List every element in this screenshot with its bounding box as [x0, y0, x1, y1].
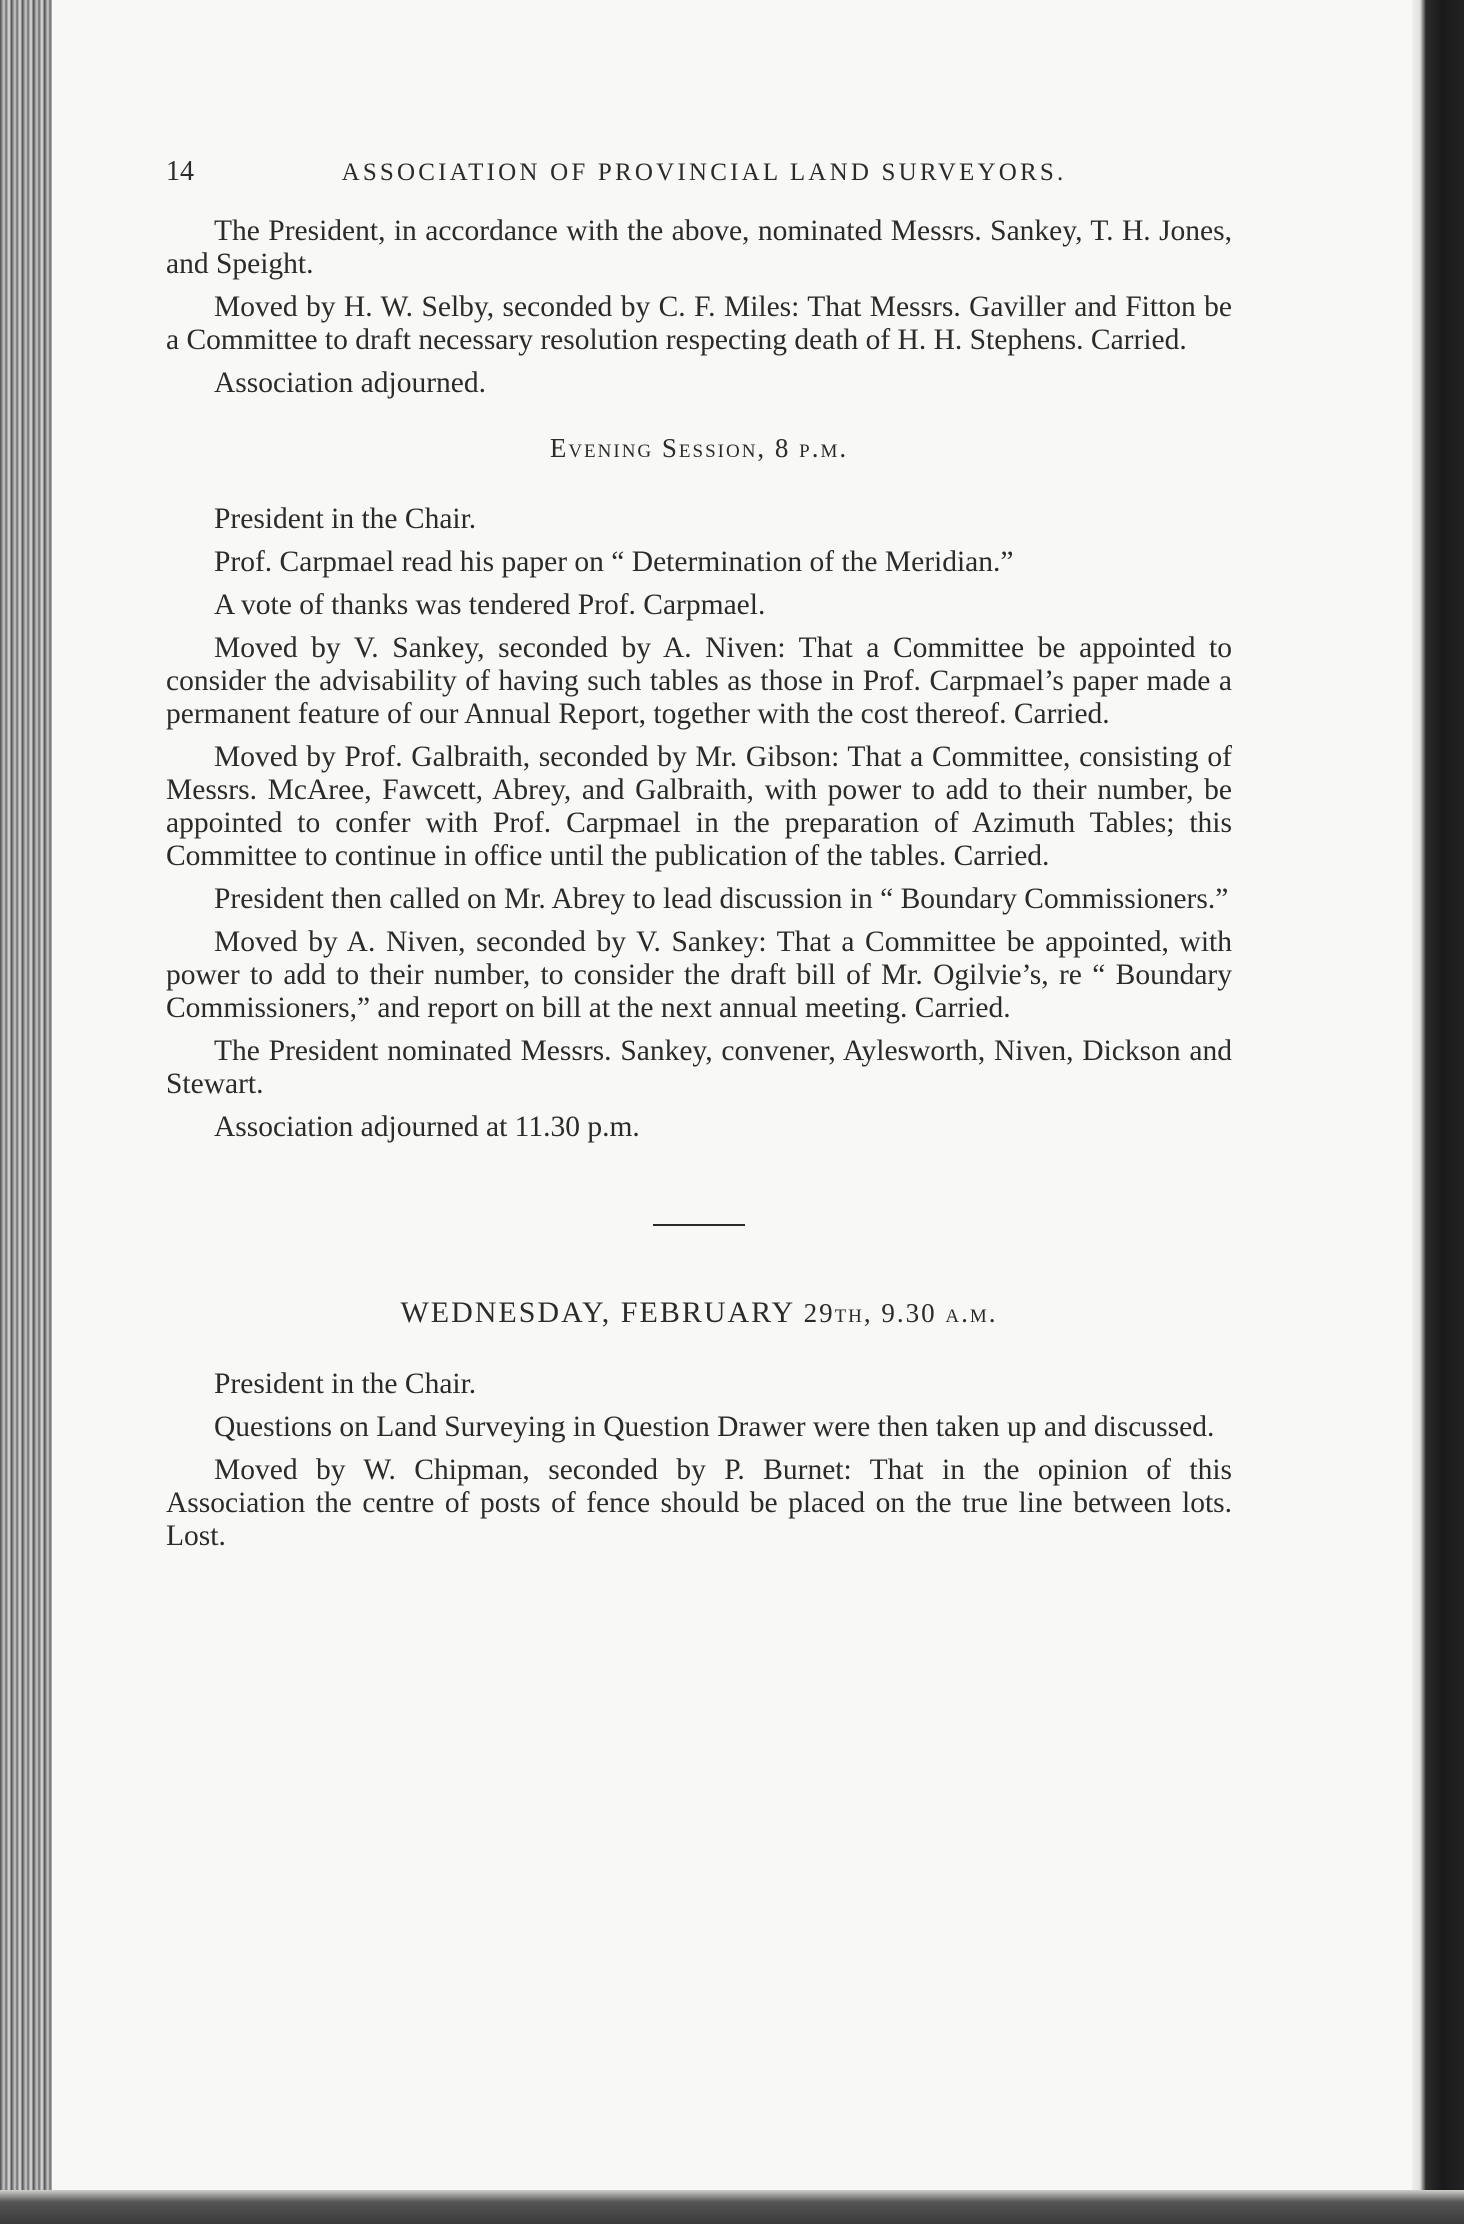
page-content — [166, 155, 1232, 1563]
paragraph: Moved by Prof. Galbraith, seconded by Mr. Gibson: That a Committee, consisting of Messrs. McAree, Fawcett, Abrey, and Galbraith, with power to add to their number, be appointed to confer with Prof. Carpmael in the preparation of Azimuth Tables; this Committee to continue in office until the publication of the tables. Carried. — [166, 741, 1232, 872]
page-right-edge — [1412, 0, 1464, 2224]
paragraph: Moved by H. W. Selby, seconded by C. F. Miles: That Messrs. Gaviller and Fitton be a Committee to draft necessary resolution respecting death of H. H. Stephens. Carried. — [166, 291, 1232, 356]
running-title: ASSOCIATION OF PROVINCIAL LAND SURVEYORS. — [341, 159, 1067, 186]
paragraph: The President nominated Messrs. Sankey, convener, Aylesworth, Niven, Dickson and Stewart. — [166, 1035, 1232, 1100]
paragraph: Moved by A. Niven, seconded by V. Sankey: That a Committee be appointed, with power to add to their number, to consider the draft bill of Mr. Ogilvie’s, re “ Boundary Commissioners,” and report on bill at the next annual meeting. Carried. — [166, 926, 1232, 1024]
paragraph: Association adjourned at 11.30 p.m. — [214, 1111, 640, 1143]
running-header — [166, 155, 1232, 189]
paragraph: Association adjourned. — [214, 367, 486, 399]
paragraph: Moved by W. Chipman, seconded by P. Burnet: That in the opinion of this Association the centre of posts of fence should be placed on the true line between lots. Lost. — [166, 1454, 1232, 1552]
paragraph: Questions on Land Surveying in Question Drawer were then taken up and discussed. — [214, 1411, 1215, 1443]
day-heading-main: WEDNESDAY, FEBRUARY — [400, 1296, 795, 1329]
paragraph: President in the Chair. — [214, 1368, 477, 1400]
book-binding-edge — [0, 0, 52, 2224]
paragraph: President in the Chair. — [214, 503, 477, 535]
page-bottom-edge — [0, 2190, 1464, 2224]
paragraph: Moved by V. Sankey, seconded by A. Niven: That a Committee be appointed to consider the advisability of having such tables as those in Prof. Carpmael’s paper made a permanent feature of our Annual Report, together with the cost thereof. Carried. — [166, 632, 1232, 730]
paragraph: President then called on Mr. Abrey to lead discussion in “ Boundary Commissioners.” — [214, 883, 1229, 915]
paragraph: A vote of thanks was tendered Prof. Carpmael. — [214, 589, 766, 621]
wednesday-session-heading — [166, 1296, 1232, 1330]
evening-session-heading: Evening Session, 8 p.m. — [549, 433, 849, 463]
page-number: 14 — [166, 156, 194, 187]
section-divider-rule — [653, 1224, 745, 1226]
paragraph: Prof. Carpmael read his paper on “ Determination of the Meridian.” — [214, 546, 1014, 578]
day-heading-time: 29th, 9.30 a.m. — [803, 1298, 998, 1328]
paragraph: The President, in accordance with the above, nominated Messrs. Sankey, T. H. Jones, and Speight. — [166, 215, 1232, 280]
